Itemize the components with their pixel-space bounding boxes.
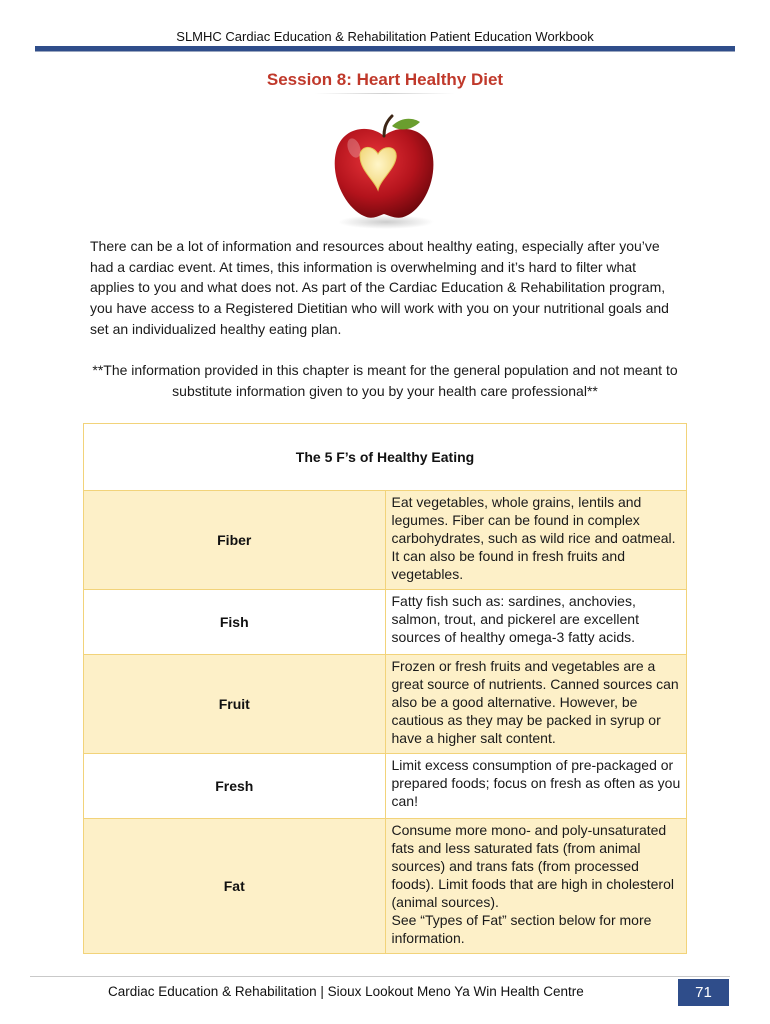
table-row [84, 590, 687, 655]
row-label-fruit: Fruit [84, 655, 386, 754]
header-divider [35, 46, 735, 52]
row-desc-fish [385, 590, 687, 655]
row-desc-fat [385, 819, 687, 954]
row-label-fresh: Fresh [84, 754, 386, 819]
row-label-fish: Fish [84, 590, 386, 655]
table-header-row [84, 424, 687, 491]
table-row [84, 491, 687, 590]
table-row [84, 754, 687, 819]
footer-divider [30, 976, 730, 977]
intro-paragraph: There can be a lot of information and resources about healthy eating, especially after you’ve had a cardiac event. At times, this information is overwhelming and it’s hard to filter what applies to you and what does not. As part of the Cardiac Education & Rehabilitation program, you have access to a Registered Dietitian who will work with you on your nutritional goals and set an individualized healthy eating plan. [90, 238, 669, 337]
desc-line: Limit excess consumption of pre-packaged or prepared foods; focus on fresh as often as you can! [391, 757, 681, 809]
footer-text: Cardiac Education & Rehabilitation | Sioux Lookout Meno Ya Win Health Centre [108, 984, 584, 999]
header-title: SLMHC Cardiac Education & Rehabilitation Patient Education Workbook [176, 29, 594, 44]
five-fs-table [83, 423, 687, 954]
disclaimer-note: **The information provided in this chapter is meant for the general population and not meant to substitute information given to you by your health care professional** [92, 362, 678, 399]
desc-line: Frozen or fresh fruits and vegetables are a great source of nutrients. Canned sources can also be a good alternative. However, be cautious as they may be packed in syrup or have a higher salt content. [391, 658, 679, 746]
desc-line: See “Types of Fat” section below for more information. [391, 912, 652, 946]
table-row [84, 655, 687, 754]
desc-line: Eat vegetables, whole grains, lentils and legumes. Fiber can be found in complex carbohydrates, such as wild rice and oatmeal. It can also be found in fresh fruits and vegetables. [391, 494, 676, 582]
title-underline [315, 93, 455, 94]
row-desc-fresh [385, 754, 687, 819]
apple-with-heart-icon [320, 112, 450, 232]
desc-line: Consume more mono- and poly-unsaturated fats and less saturated fats (from animal sources) and trans fats (from processed foods). Limit foods that are high in cholesterol (animal sources). [391, 822, 674, 910]
row-label-fat: Fat [84, 819, 386, 954]
table-row [84, 819, 687, 954]
row-label-fiber: Fiber [84, 491, 386, 590]
page-title: Session 8: Heart Healthy Diet [266, 70, 504, 89]
table-title: The 5 F’s of Healthy Eating [84, 424, 687, 491]
desc-line: Fatty fish such as: sardines, anchovies, salmon, trout, and pickerel are excellent sources of healthy omega-3 fatty acids. [391, 593, 639, 645]
page-number: 71 [678, 979, 729, 1006]
row-desc-fiber [385, 491, 687, 590]
row-desc-fruit [385, 655, 687, 754]
